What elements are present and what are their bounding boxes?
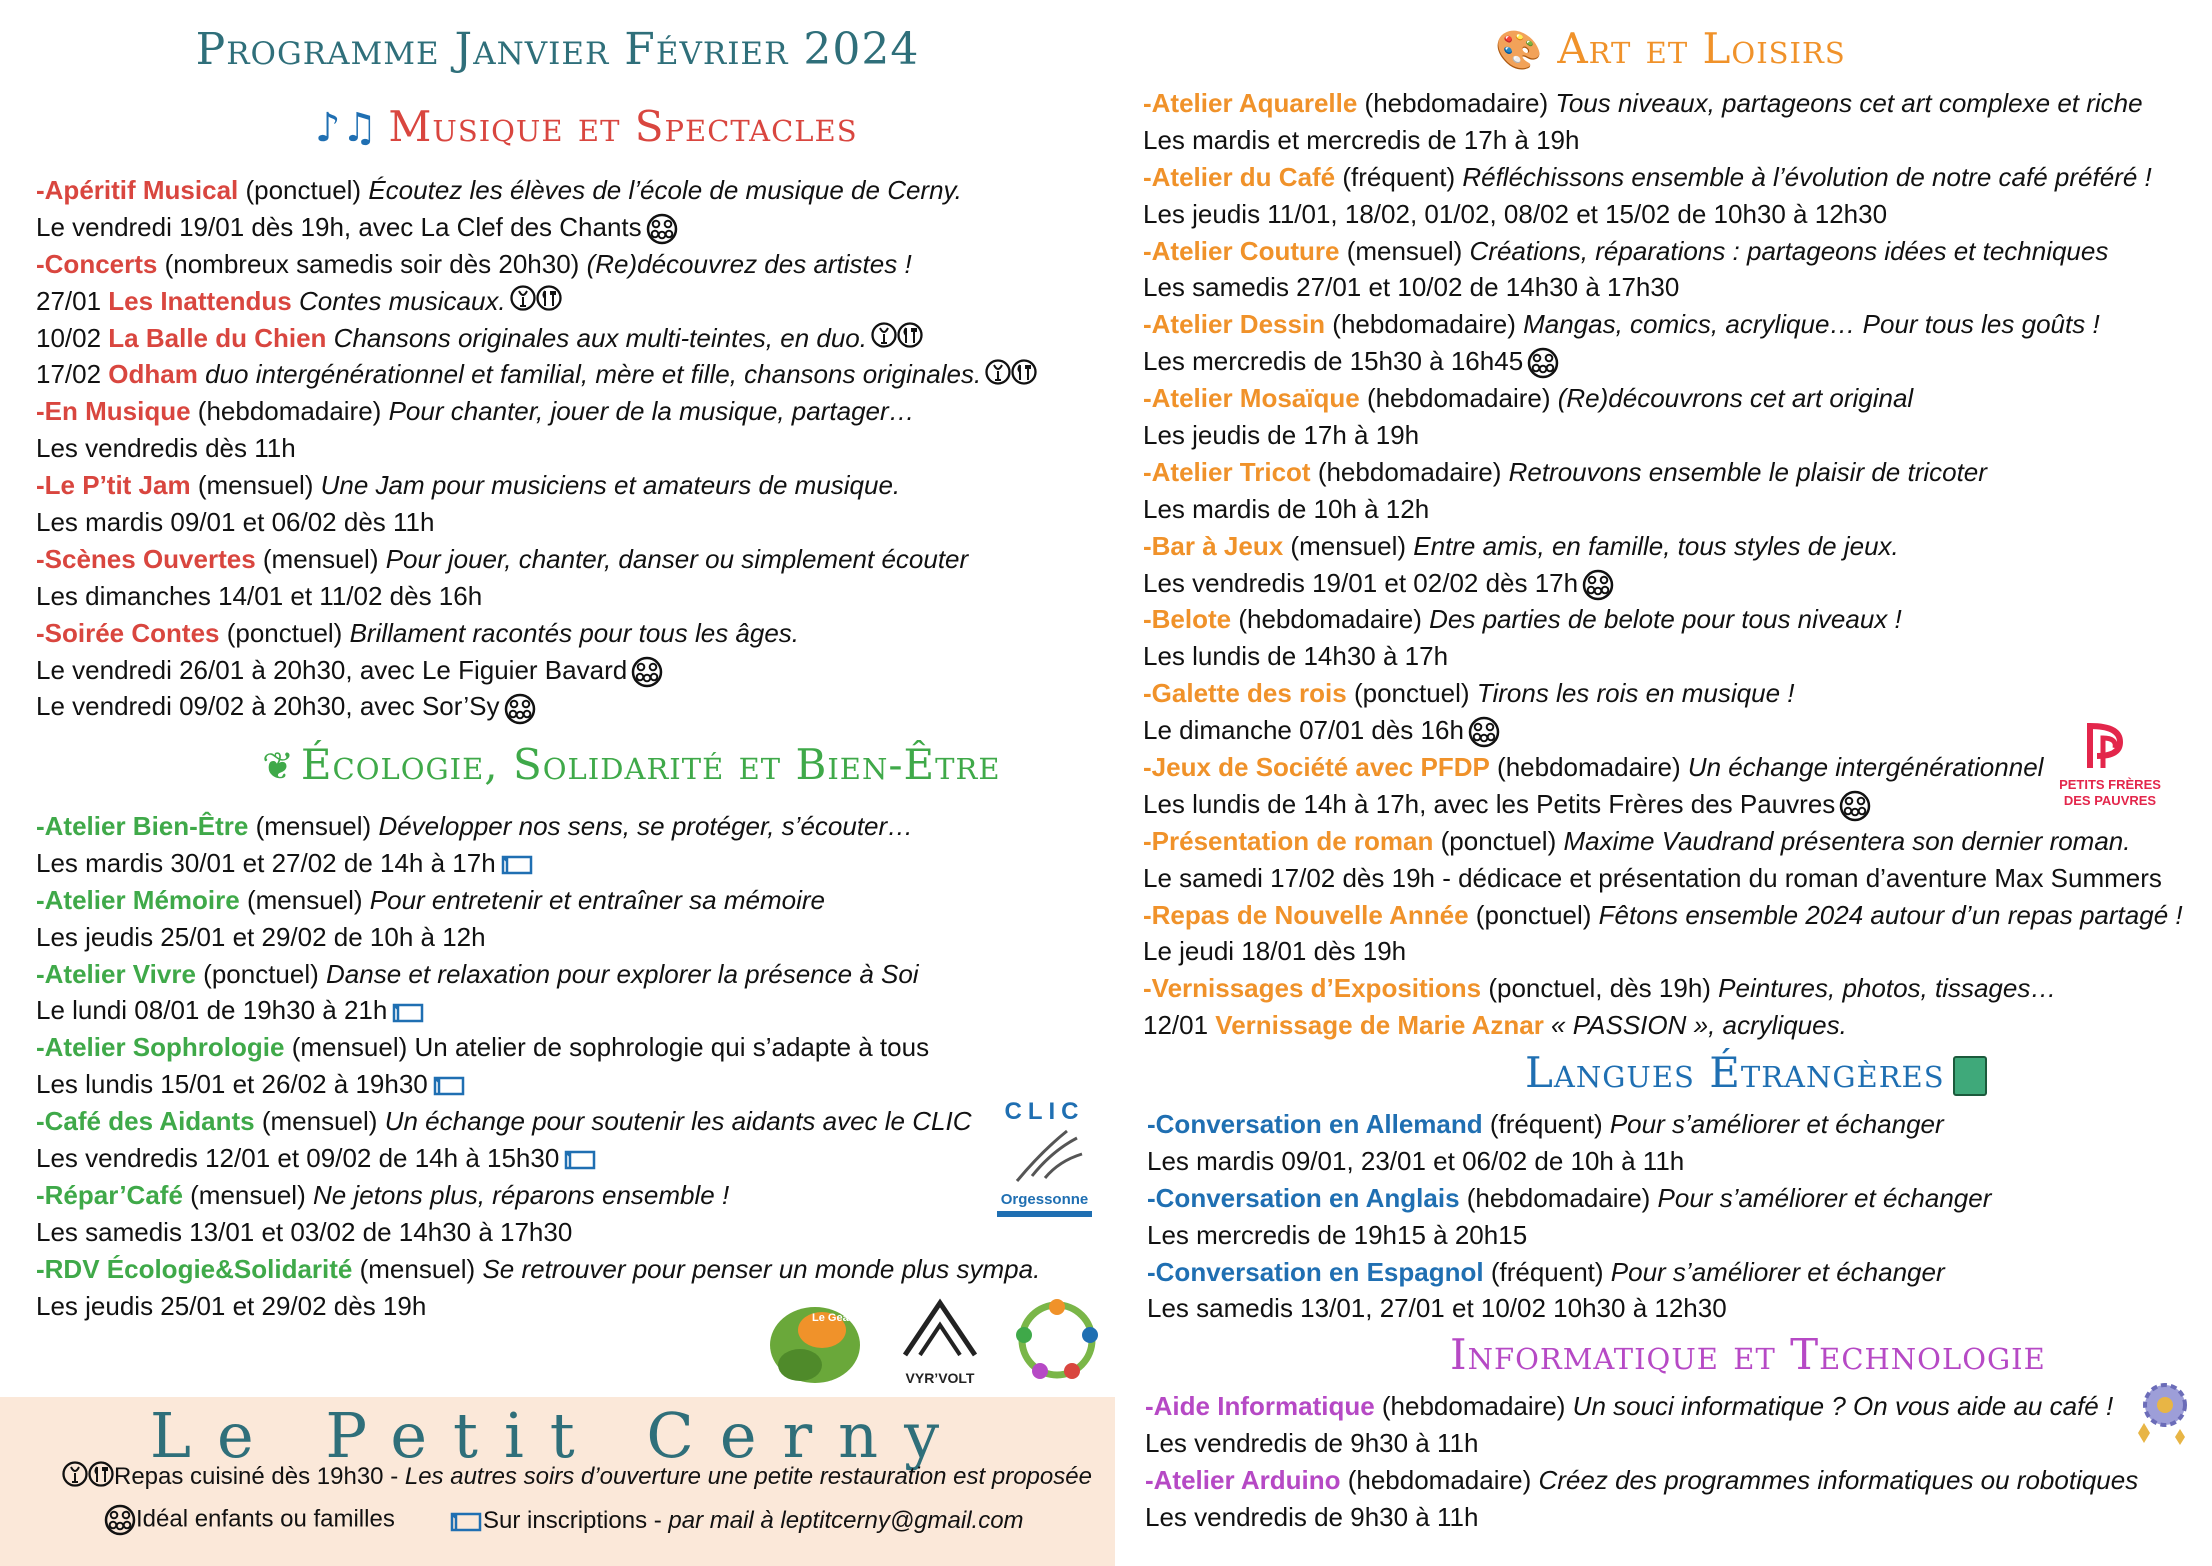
family-icon <box>646 213 678 245</box>
schedule-text: Le vendredi 26/01 à 20h30, avec Le Figuier Bavard <box>36 654 628 685</box>
activity-description: duo intergénérationnel et familial, mère et fille, chansons originales. <box>197 359 982 390</box>
activity-description: Un échange pour soutenir les aidants avec le CLIC <box>384 1106 972 1137</box>
activity-name: -Conversation en Allemand <box>1147 1109 1483 1139</box>
activity-frequency: (hebdomadaire) <box>1489 752 1688 783</box>
ticket-icon <box>563 1148 597 1172</box>
clic-logo-subtitle: Orgessonne <box>1000 1191 1089 1208</box>
activity-line <box>36 808 1040 845</box>
schedule-text: Le samedi 17/02 dès 19h - dédicace et présentation du roman d’aventure Max Summers <box>1143 862 2162 893</box>
schedule-line <box>36 1214 1040 1251</box>
event-date: 12/01 <box>1143 1010 1216 1041</box>
ticket-icon <box>391 1001 425 1025</box>
activity-name: Vernissage de Marie Aznar <box>1215 1010 1544 1041</box>
activity-line <box>1143 380 2183 417</box>
schedule-line <box>1143 860 2183 897</box>
activity-description: Chansons originales aux multi-teintes, en duo. <box>326 322 867 353</box>
activity-frequency: (hebdomadaire) <box>1459 1182 1658 1213</box>
activity-name: -Concerts <box>36 248 158 279</box>
pfdp-mark <box>2045 720 2175 772</box>
activity-line <box>1147 1180 1991 1217</box>
activity-name: -Atelier Vivre <box>36 958 196 989</box>
event-date: 10/02 <box>36 322 109 353</box>
schedule-line <box>1147 1217 1991 1254</box>
activity-frequency: (hebdomadaire) <box>1325 309 1524 340</box>
schedule-text: Les mardis 09/01 et 06/02 dès 11h <box>36 507 435 538</box>
ticket-icon <box>449 1510 483 1534</box>
activity-line <box>36 541 1037 578</box>
activity-frequency: (hebdomadaire) <box>1359 383 1558 414</box>
family-icon <box>504 693 536 725</box>
activity-name: -Belote <box>1143 604 1232 635</box>
activity-description: Se retrouver pour penser un monde plus sympa. <box>482 1253 1041 1284</box>
brand-title: Le Petit Cerny <box>149 1399 966 1472</box>
schedule-text: Le vendredi 09/02 à 20h30, avec Sor’Sy <box>36 691 500 722</box>
schedule-line <box>36 578 1037 615</box>
legend-meal-italic: Les autres soirs d’ouverture une petite restauration est proposée <box>404 1462 1092 1490</box>
schedule-text: Les jeudis de 17h à 19h <box>1143 420 1420 451</box>
page-title: Programme Janvier Février 2024 <box>195 24 920 75</box>
geai-logo <box>760 1290 875 1390</box>
activity-line <box>36 467 1037 504</box>
activity-frequency: (hebdomadaire) <box>1231 604 1430 635</box>
schedule-line <box>1147 1290 1991 1327</box>
schedule-text: Les vendredis 12/01 et 09/02 de 14h à 15h30 <box>36 1143 560 1174</box>
info-list <box>1145 1388 2138 1536</box>
meal-icon <box>985 357 1037 397</box>
community-logo <box>1010 1295 1105 1385</box>
section-title-info <box>1450 1330 2046 1379</box>
schedule-text: Les jeudis 25/01 et 29/02 de 10h à 12h <box>36 921 486 952</box>
family-icon <box>1582 569 1614 601</box>
activity-description: Réfléchissons ensemble à l’évolution de notre café préféré ! <box>1462 161 2152 192</box>
activity-description: (Re)découvrez des artistes ! <box>586 248 912 279</box>
vyrvolt-logo-label: VYR’VOLT <box>905 1370 975 1386</box>
activity-name: -Soirée Contes <box>36 617 220 648</box>
meal-icon <box>510 283 562 323</box>
family-icon <box>1468 716 1500 748</box>
schedule-text: Le vendredi 19/01 dès 19h, avec La Clef des Chants <box>36 211 642 242</box>
section-title-info-label: Informatique et Technologie <box>1450 1330 2046 1379</box>
activity-frequency: (mensuel) <box>239 884 370 915</box>
schedule-line <box>36 845 1040 882</box>
activity-frequency: (mensuel) <box>352 1253 483 1284</box>
meal-icon <box>871 320 923 360</box>
activity-frequency: (mensuel) <box>190 470 321 501</box>
activity-name: -Atelier Arduino <box>1145 1464 1341 1495</box>
schedule-text: Les jeudis 25/01 et 29/02 dès 19h <box>36 1290 427 1321</box>
activity-description: (Re)découvrons cet art original <box>1557 383 1914 414</box>
activity-frequency: (fréquent) <box>1335 161 1463 192</box>
schedule-text: Le jeudi 18/01 dès 19h <box>1143 936 1407 967</box>
section-title-langues-label: Langues Étrangères <box>1525 1048 1945 1097</box>
activity-description: Pour s’améliorer et échanger <box>1609 1109 1944 1139</box>
activity-name: -Atelier Aquarelle <box>1143 88 1358 118</box>
event-date: 27/01 <box>36 285 109 316</box>
schedule-text: Les mardis 30/01 et 27/02 de 14h à 17h <box>36 847 496 878</box>
schedule-line <box>1143 343 2183 380</box>
activity-line <box>1147 1106 1991 1143</box>
activity-description: Maxime Vaudrand présentera son dernier roman. <box>1563 825 2131 856</box>
activity-frequency: (ponctuel) <box>1433 825 1564 856</box>
schedule-text: Les lundis 15/01 et 26/02 à 19h30 <box>36 1069 428 1100</box>
activity-description: Une Jam pour musiciens et amateurs de musique. <box>320 470 901 501</box>
section-title-art-label: Art et Loisirs <box>1557 24 1846 73</box>
activity-name: -Répar’Café <box>36 1179 183 1210</box>
activity-frequency: (ponctuel) <box>1468 899 1599 930</box>
schedule-text: Les mardis et mercredis de 17h à 19h <box>1143 124 1580 155</box>
clic-logo <box>997 1098 1092 1228</box>
schedule-text: Les mardis de 10h à 12h <box>1143 493 1430 524</box>
event-date: 17/02 <box>36 359 109 390</box>
activity-name: -Conversation en Espagnol <box>1147 1256 1484 1287</box>
activity-line <box>36 356 1037 393</box>
activity-line <box>36 320 1037 357</box>
activity-description: Tirons les rois en musique ! <box>1476 678 1795 709</box>
activity-line <box>1143 749 2183 786</box>
family-icon <box>1527 347 1559 379</box>
activity-name: -Le P’tit Jam <box>36 470 191 501</box>
activity-name: -Atelier Bien-Être <box>36 811 249 841</box>
activity-line <box>36 246 1037 283</box>
activity-frequency: (ponctuel) <box>238 175 369 205</box>
schedule-text: Les mercredis de 19h15 à 20h15 <box>1147 1219 1528 1250</box>
oak-leaf-icon <box>760 1290 875 1390</box>
section-title-ecologie-label: Écologie, Solidarité et Bien-Être <box>300 740 1001 789</box>
activity-line <box>1143 528 2183 565</box>
schedule-text: Les vendredis de 9h30 à 11h <box>1145 1501 1479 1532</box>
schedule-text: Les jeudis 11/01, 18/02, 01/02, 08/02 et 15/02 de 10h30 à 12h30 <box>1143 198 1888 229</box>
legend-signup <box>445 1507 1024 1535</box>
family-icon <box>1839 790 1871 822</box>
activity-description: Pour entretenir et entraîner sa mémoire <box>369 884 825 915</box>
schedule-text: Les dimanches 14/01 et 11/02 dès 16h <box>36 580 483 611</box>
activity-line <box>1143 970 2183 1007</box>
schedule-text: Les vendredis de 9h30 à 11h <box>1145 1427 1479 1458</box>
activity-name: -Atelier Sophrologie <box>36 1032 285 1063</box>
activity-frequency: (mensuel) Un atelier de sophrologie qui s’adapte à tous <box>284 1032 930 1063</box>
activity-name: -Jeux de Société avec PFDP <box>1143 752 1490 783</box>
activity-line <box>1143 454 2183 491</box>
activity-description: Pour s’améliorer et échanger <box>1610 1256 1945 1287</box>
activity-line <box>1147 1254 1991 1291</box>
footer <box>0 1397 1115 1566</box>
legend-family <box>100 1504 395 1536</box>
activity-frequency: (mensuel) <box>248 811 379 841</box>
activity-line <box>1143 306 2183 343</box>
schedule-text: Les mercredis de 15h30 à 16h45 <box>1143 346 1524 377</box>
activity-description: « PASSION », acryliques. <box>1543 1010 1847 1041</box>
activity-name: -Bar à Jeux <box>1143 530 1284 561</box>
activity-name: La Balle du Chien <box>108 322 327 353</box>
activity-name: -Aide Informatique <box>1145 1391 1375 1421</box>
art-list <box>1143 85 2183 1044</box>
schedule-line <box>1143 712 2183 749</box>
schedule-text: Les samedis 13/01 et 03/02 de 14h30 à 17h30 <box>36 1216 573 1247</box>
activity-name: -Atelier Couture <box>1143 235 1340 266</box>
activity-line <box>1143 675 2183 712</box>
legend-signup-italic: par mail à leptitcerny@gmail.com <box>668 1507 1024 1534</box>
activity-description: Retrouvons ensemble le plaisir de tricoter <box>1508 456 1987 487</box>
activity-frequency: (ponctuel) <box>219 617 350 648</box>
activity-name: -Atelier Dessin <box>1143 309 1326 340</box>
activity-name: -Atelier Mémoire <box>36 884 240 915</box>
activity-name: -Apéritif Musical <box>36 175 239 205</box>
activity-description: Peintures, photos, tissages… <box>1718 973 2057 1004</box>
activity-frequency: (hebdomadaire) <box>1340 1464 1539 1495</box>
section-title-langues <box>1525 1048 1987 1097</box>
geai-logo-label: Le Geai <box>812 1312 852 1324</box>
activity-description: Mangas, comics, acrylique… Pour tous les goûts ! <box>1523 309 2100 340</box>
legend-family-text: Idéal enfants ou familles <box>136 1505 395 1533</box>
schedule-text: Les vendredis dès 11h <box>36 433 296 464</box>
activity-description: Écoutez les élèves de l’école de musique de Cerny. <box>368 175 962 205</box>
activity-description: Pour s’améliorer et échanger <box>1657 1182 1992 1213</box>
legend-meal <box>58 1459 1092 1496</box>
schedule-line <box>36 430 1037 467</box>
activity-description: Créez des programmes informatiques ou robotiques <box>1538 1464 2139 1495</box>
activity-description: Un échange intergénérationnel <box>1687 752 2044 783</box>
ticket-icon <box>432 1074 466 1098</box>
pfdp-logo-label: PETITS FRÈRES DES PAUVRES <box>2059 777 2161 808</box>
schedule-text: Le dimanche 07/01 dès 16h <box>1143 715 1464 746</box>
activity-name: -Vernissages d’Expositions <box>1143 973 1482 1004</box>
activity-frequency: (hebdomadaire) <box>1374 1391 1573 1421</box>
activity-description: Tous niveaux, partageons cet art complexe et riche <box>1555 88 2143 118</box>
schedule-line <box>36 504 1037 541</box>
schedule-text: Les samedis 27/01 et 10/02 de 14h30 à 17h30 <box>1143 272 1680 303</box>
activity-name: -RDV Écologie&Solidarité <box>36 1253 353 1284</box>
activity-description: Pour chanter, jouer de la musique, partager… <box>388 396 915 427</box>
activity-line <box>1145 1388 2138 1425</box>
activity-name: -Repas de Nouvelle Année <box>1143 899 1469 930</box>
schedule-line <box>1143 933 2183 970</box>
schedule-line <box>36 1066 1040 1103</box>
activity-frequency: (mensuel) <box>1339 235 1470 266</box>
activity-name: -Café des Aidants <box>36 1106 255 1137</box>
pfdp-logo <box>2045 720 2175 820</box>
book-icon <box>1953 1056 1987 1096</box>
schedule-line <box>1143 786 2183 823</box>
activity-frequency: (hebdomadaire) <box>1310 456 1509 487</box>
ticket-icon <box>500 853 534 877</box>
activity-description: Brillament racontés pour tous les âges. <box>349 617 800 648</box>
vyrvolt-logo <box>895 1295 985 1390</box>
schedule-text: Les lundis de 14h30 à 17h <box>1143 641 1449 672</box>
activity-line <box>36 172 1037 209</box>
section-title-musique <box>315 102 858 151</box>
activity-name: -Atelier du Café <box>1143 161 1336 192</box>
activity-name: -Atelier Tricot <box>1143 456 1311 487</box>
schedule-text: Le lundi 08/01 de 19h30 à 21h <box>36 995 388 1026</box>
section-title-ecologie <box>262 740 1001 789</box>
section-title-musique-label: Musique et Spectacles <box>388 102 858 151</box>
legend-meal-text: Repas cuisiné dès 19h30 - <box>114 1462 405 1490</box>
activity-line <box>36 956 1040 993</box>
activity-frequency: (fréquent) <box>1482 1109 1610 1139</box>
legend-signup-text: Sur inscriptions - <box>483 1507 669 1534</box>
activity-frequency: (ponctuel) <box>1346 678 1477 709</box>
activity-line <box>36 283 1037 320</box>
activity-line <box>1143 1007 2183 1044</box>
activity-name: Odham <box>108 359 198 390</box>
activity-frequency: (mensuel) <box>182 1179 313 1210</box>
family-icon <box>631 656 663 688</box>
activity-line <box>1145 1462 2138 1499</box>
activity-line <box>36 393 1037 430</box>
schedule-line <box>36 688 1037 725</box>
activity-name: -En Musique <box>36 396 191 427</box>
schedule-line <box>1145 1499 2138 1536</box>
activity-name: -Atelier Mosaïque <box>1143 383 1360 414</box>
palette-icon: 🎨 <box>1495 28 1544 72</box>
activity-name: Les Inattendus <box>108 285 292 316</box>
activity-line <box>36 615 1037 652</box>
schedule-line <box>36 209 1037 246</box>
schedule-line <box>36 652 1037 689</box>
activity-frequency: (ponctuel, dès 19h) <box>1481 973 1719 1004</box>
activity-line <box>1143 601 2183 638</box>
music-notes-icon: ♪♫ <box>315 105 379 151</box>
activity-frequency: (hebdomadaire) <box>1357 88 1556 118</box>
langues-list <box>1147 1106 1991 1327</box>
activity-description: Danse et relaxation pour explorer la présence à Soi <box>326 958 919 989</box>
activity-description: Un souci informatique ? On vous aide au café ! <box>1572 1391 2114 1421</box>
activity-line <box>1143 159 2183 196</box>
family-icon <box>104 1504 136 1536</box>
section-title-art <box>1495 24 1846 73</box>
activity-line <box>1143 85 2183 122</box>
activity-line <box>36 1177 1040 1214</box>
activity-line <box>1143 897 2183 934</box>
schedule-line <box>1143 638 2183 675</box>
schedule-line <box>1143 565 2183 602</box>
musique-list <box>36 172 1037 725</box>
activity-line <box>36 882 1040 919</box>
ecologie-list <box>36 808 1040 1324</box>
activity-line <box>36 1103 1040 1140</box>
leaf-icon: ❦ <box>262 744 295 788</box>
schedule-line <box>1143 417 2183 454</box>
activity-description: Créations, réparations : partageons idées et techniques <box>1469 235 2109 266</box>
wheat-icon <box>997 1126 1092 1186</box>
activity-name: -Présentation de roman <box>1143 825 1434 856</box>
schedule-line <box>1143 491 2183 528</box>
schedule-line <box>1143 196 2183 233</box>
activity-line <box>1143 823 2183 860</box>
activity-frequency: (hebdomadaire) <box>190 396 389 427</box>
activity-line <box>36 1029 1040 1066</box>
activity-description: Fêtons ensemble 2024 autour d’un repas partagé ! <box>1598 899 2183 930</box>
right-column <box>1115 0 2212 1566</box>
activity-frequency: (ponctuel) <box>195 958 327 989</box>
clic-logo-bar <box>997 1211 1092 1217</box>
schedule-text: Les lundis de 14h à 17h, avec les Petits Frères des Pauvres <box>1143 788 1836 819</box>
schedule-text: Les samedis 13/01, 27/01 et 10/02 10h30 à 12h30 <box>1147 1293 1727 1324</box>
schedule-text: Les vendredis 19/01 et 02/02 dès 17h <box>1143 567 1579 598</box>
vyrvolt-mark <box>895 1295 985 1365</box>
schedule-text: Les mardis 09/01, 23/01 et 06/02 de 10h à 11h <box>1147 1145 1685 1176</box>
activity-description: Pour jouer, chanter, danser ou simplement écouter <box>385 543 969 574</box>
activity-description: Contes musicaux. <box>291 285 506 316</box>
clic-logo-title: CLIC <box>1004 1098 1085 1125</box>
schedule-line <box>36 1140 1040 1177</box>
activity-description: Des parties de belote pour tous niveaux ! <box>1429 604 1902 635</box>
schedule-line <box>36 992 1040 1029</box>
schedule-line <box>1145 1425 2138 1462</box>
schedule-line <box>1143 269 2183 306</box>
schedule-line <box>36 919 1040 956</box>
activity-frequency: (mensuel) <box>255 543 386 574</box>
activity-name: -Scènes Ouvertes <box>36 543 256 574</box>
activity-description: Développer nos sens, se protéger, s’écouter… <box>378 811 914 841</box>
activity-name: -Galette des rois <box>1143 678 1347 709</box>
activity-name: -Conversation en Anglais <box>1147 1182 1460 1213</box>
schedule-line <box>36 1288 1040 1325</box>
people-circle-icon <box>1010 1295 1105 1385</box>
activity-line <box>1143 233 2183 270</box>
schedule-line <box>1143 122 2183 159</box>
schedule-line <box>1147 1143 1991 1180</box>
activity-description: Ne jetons plus, réparons ensemble ! <box>312 1179 730 1210</box>
activity-frequency: (mensuel) <box>254 1106 385 1137</box>
activity-line <box>36 1251 1040 1288</box>
meal-icon <box>62 1459 114 1496</box>
activity-description: Entre amis, en famille, tous styles de jeux. <box>1413 530 1899 561</box>
activity-frequency: (nombreux samedis soir dès 20h30) <box>157 248 587 279</box>
activity-frequency: (mensuel) <box>1283 530 1414 561</box>
activity-frequency: (fréquent) <box>1483 1256 1611 1287</box>
